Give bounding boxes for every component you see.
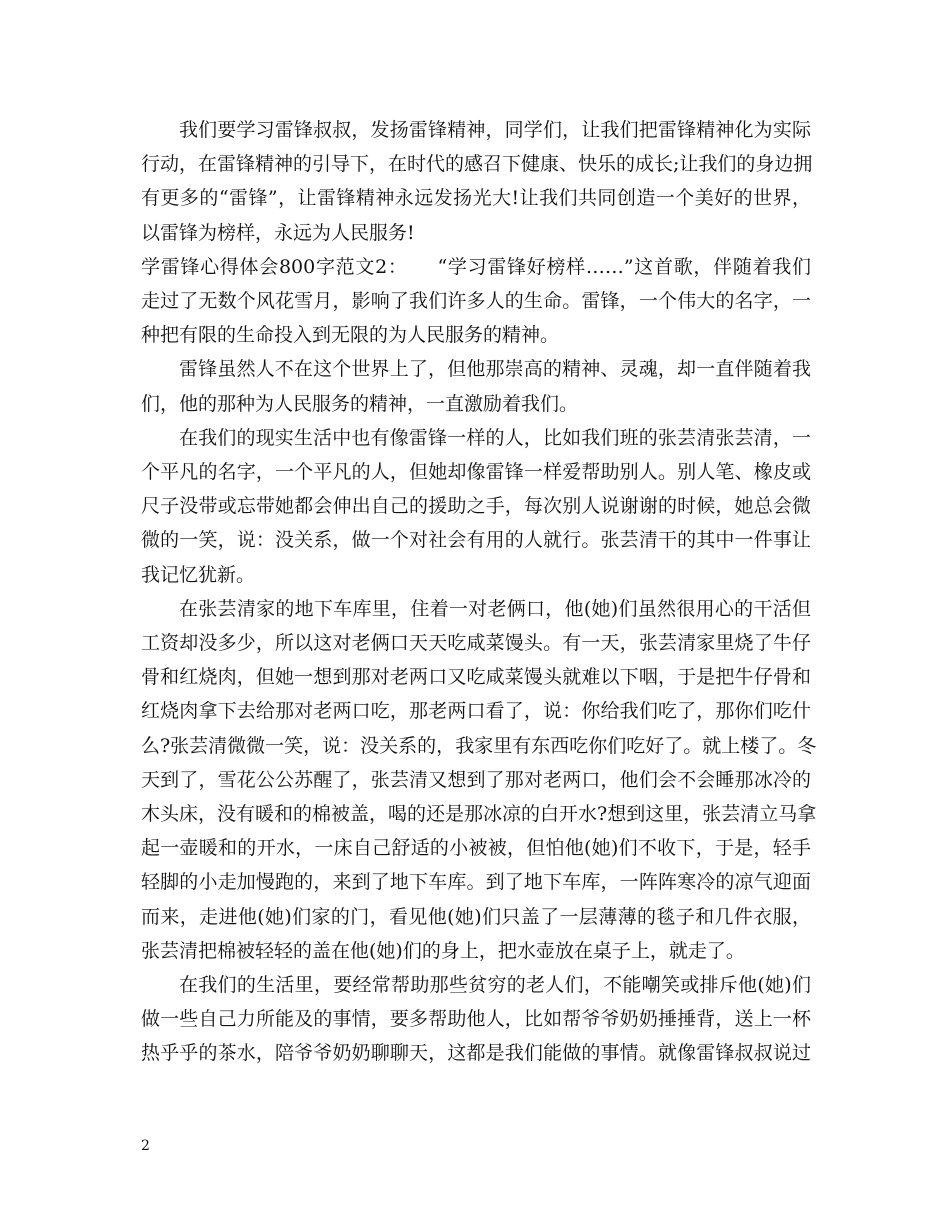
text-line: 走过了无数个风花雪月，影响了我们许多人的生命。雷锋，一个伟大的名字，一 (141, 290, 811, 313)
text-line: 起一壶暖和的开水，一床自己舒适的小被被，但怕他(她)们不收下，于是，轻手 (141, 837, 811, 860)
text-line: 而来，走进他(她)们家的门，看见他(她)们只盖了一层薄薄的毯子和几件衣服， (141, 905, 811, 928)
text-line: 行动，在雷锋精神的引导下，在时代的感召下健康、快乐的成长;让我们的身边拥 (141, 153, 813, 176)
text-line: 在我们的生活里，要经常帮助那些贫穷的老人们，不能嘲笑或排斥他(她)们 (179, 974, 811, 997)
text-line: 学雷锋心得体会800字范文2： “学习雷锋好榜样……”这首歌，伴随着我们 (141, 255, 811, 278)
text-line: 天到了，雪花公公苏醒了，张芸清又想到了那对老两口，他们会不会睡那冰冷的 (141, 768, 811, 791)
text-line: 在我们的现实生活中也有像雷锋一样的人，比如我们班的张芸清张芸清，一 (179, 426, 811, 449)
text-line: 个平凡的名字，一个平凡的人，但她却像雷锋一样爱帮助别人。别人笔、橡皮或 (141, 461, 811, 484)
text-line: 们，他的那种为人民服务的精神，一直激励着我们。 (141, 392, 579, 415)
text-line: 有更多的“雷锋”，让雷锋精神永远发扬光大!让我们共同创造一个美好的世界， (141, 187, 811, 210)
text-line: 以雷锋为榜样，永远为人民服务! (141, 221, 415, 244)
text-line: 我们要学习雷锋叔叔，发扬雷锋精神，同学们，让我们把雷锋精神化为实际 (179, 119, 811, 141)
document-body (141, 113, 817, 1071)
text-line: 轻脚的小走加慢跑的，来到了地下车库。到了地下车库，一阵阵寒冷的凉气迎面 (141, 871, 811, 894)
text-line: 在张芸清家的地下车库里，住着一对老俩口，他(她)们虽然很用心的干活但 (179, 597, 811, 620)
page-number: 2 (141, 1138, 150, 1154)
text-line: 么?张芸清微微一笑，说：没关系的，我家里有东西吃你们吃好了。就上楼了。冬 (141, 734, 817, 757)
text-line: 木头床，没有暖和的棉被盖，喝的还是那冰凉的白开水?想到这里，张芸清立马拿 (141, 803, 817, 826)
text-line: 红烧肉拿下去给那对老两口吃，那老两口看了，说：你给我们吃了，那你们吃什 (141, 700, 811, 723)
text-line: 张芸清把棉被轻轻的盖在他(她)们的身上，把水壶放在桌子上，就走了。 (141, 939, 745, 962)
text-line: 微的一笑，说：没关系，做一个对社会有用的人就行。张芸清干的其中一件事让 (141, 529, 811, 552)
text-line: 我记忆犹新。 (141, 563, 256, 586)
text-line: 工资却没多少，所以这对老俩口天天吃咸菜馒头。有一天，张芸清家里烧了牛仔 (141, 632, 811, 655)
text-line: 尺子没带或忘带她都会伸出自己的援助之手，每次别人说谢谢的时候，她总会微 (141, 495, 811, 518)
text-line: 骨和红烧肉，但她一想到那对老两口又吃咸菜馒头就难以下咽，于是把牛仔骨和 (141, 666, 811, 689)
text-line: 做一些自己力所能及的事情，要多帮助他人，比如帮爷爷奶奶捶捶背，送上一杯 (141, 1008, 811, 1031)
text-line: 热乎乎的茶水，陪爷爷奶奶聊聊天，这都是我们能做的事情。就像雷锋叔叔说过 (141, 1042, 811, 1065)
text-line: 种把有限的生命投入到无限的为人民服务的精神。 (141, 324, 560, 347)
text-line: 雷锋虽然人不在这个世界上了，但他那崇高的精神、灵魂，却一直伴随着我 (179, 358, 811, 381)
